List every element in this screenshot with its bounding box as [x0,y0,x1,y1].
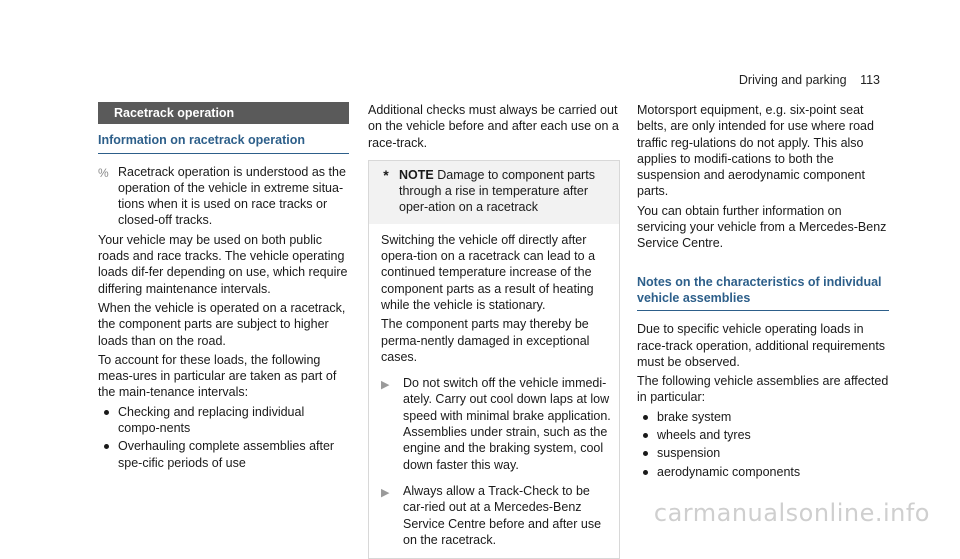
watermark: carmanualsonline.info [653,499,930,527]
assemblies-list [637,409,889,480]
list-item: suspension [637,445,889,461]
column-right [637,102,889,483]
column-left [98,102,349,474]
note-box-body [369,224,619,558]
page-number: 113 [860,73,880,87]
note-title: Damage to component parts through a rise in temperature after oper-ation on a racetrack [399,167,595,215]
paragraph: Switching the vehicle off directly after opera-tion on a racetrack can lead to a continued temperature increase of the component parts as a result of heating while the vehicle is stationary. [381,232,596,312]
paragraph: To account for these loads, the following meas-ures in particular are taken as part of the main-tenance intervals: [98,352,337,400]
list-item: Overhauling complete assemblies after spe-cific periods of use [98,438,349,471]
list-item: wheels and tyres [637,427,889,443]
paragraph: Additional checks must always be carried out on the vehicle before and after each use on a race-track. [368,103,619,150]
info-note [98,164,349,229]
arrow-right-icon: ▶ [381,379,390,392]
note-box-header [369,161,619,224]
sub-heading-racetrack-info: Information on racetrack operation [98,132,349,153]
header-section: Driving and parking [738,73,847,87]
column-middle [368,102,620,559]
list-item: aerodynamic components [637,464,889,480]
paragraph: When the vehicle is operated on a racetrack, the component parts are subject to higher loads than on the road. [98,300,346,348]
paragraph: Motorsport equipment, e.g. six-point seat belts, are only intended for use where road traffic reg-ulations do not apply. This also applies to modifi-cations to both the suspension and aerodynamic component parts. [637,103,874,199]
info-icon: % [98,165,109,180]
paragraph: Due to specific vehicle operating loads in race-track operation, additional requirements must be observed. [637,322,886,369]
maintenance-list [98,404,349,471]
step-text: Always allow a Track-Check to be car-ried out at a Mercedes-Benz Service Centre before and after use on the racetrack. [403,483,602,547]
warning-asterisk-icon: * [383,166,389,183]
sub-heading-assemblies: Notes on the characteristics of individual vehicle assemblies [637,274,889,312]
step-text: Do not switch off the vehicle immedi-ately. Carry out cool down laps at low speed with minimal brake application. Assemblies under strain, such as the engine and the braking system, cool down faster this way. [403,376,611,472]
section-title: Racetrack operation [98,102,349,124]
info-note-text: Racetrack operation is understood as the operation of the vehicle in extreme situa-tions when it is used on race tracks or closed-off tracks. [118,164,346,228]
page-header [739,73,880,87]
paragraph: Your vehicle may be used on both public roads and race tracks. The vehicle operating loads dif-fer depending on use, which require differing maintenance intervals. [98,232,348,296]
note-label: NOTE [399,167,434,182]
instruction-step [381,483,611,548]
paragraph: The component parts may thereby be perma-nently damaged in exceptional cases. [381,317,590,364]
list-item: brake system [637,409,889,425]
note-box [368,160,620,559]
paragraph: You can obtain further information on servicing your vehicle from a Mercedes-Benz Service Centre. [637,203,887,251]
list-item: Checking and replacing individual compo-nents [98,404,349,437]
note-heading [399,167,613,216]
instruction-step [381,375,611,473]
arrow-right-icon: ▶ [381,486,390,499]
paragraph: The following vehicle assemblies are affected in particular: [637,374,889,405]
